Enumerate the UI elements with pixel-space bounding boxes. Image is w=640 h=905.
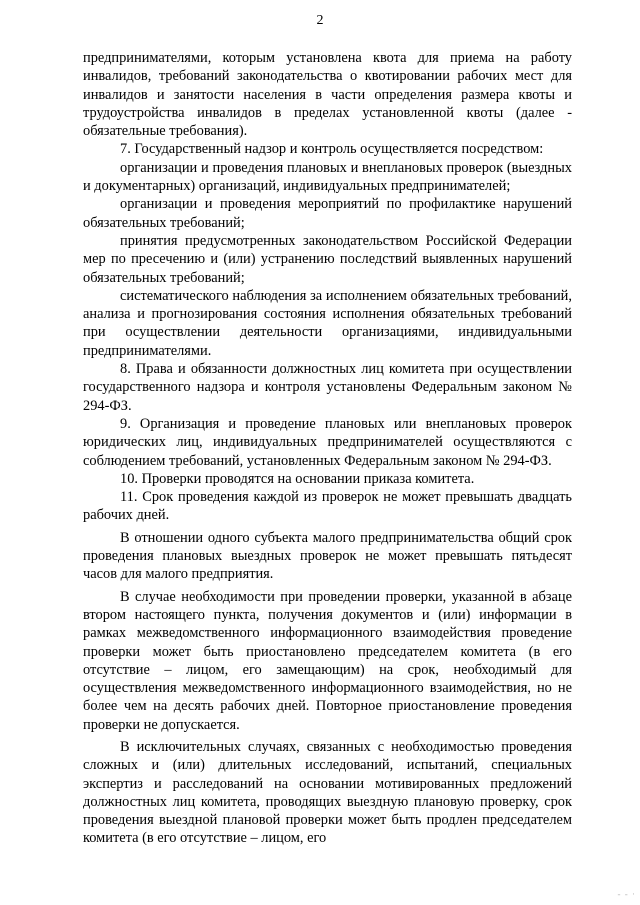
paragraph: организации и проведения плановых и внеплановых проверок (выездных и документарных) организаций, индивидуальных предпринимателей;: [83, 159, 572, 195]
paragraph: предпринимателями, которым установлена квота для приема на работу инвалидов, требований законодательства о квотировании рабочих мест для инвалидов и занятости населения в части определения размера квоты и трудоустройства инвалидов в пределах установленной квоты (далее - обязательные требования).: [83, 50, 572, 140]
page-number: 2: [316, 13, 324, 28]
paragraph: организации и проведения мероприятий по профилактике нарушений обязательных требований;: [83, 196, 572, 231]
paragraph: В отношении одного субъекта малого предпринимательства общий срок проведения плановых выездных проверок не может превышать пятьдесят часов для малого предприятия.: [83, 529, 572, 583]
scan-artifact: - - ·: [617, 889, 636, 899]
paragraph: систематического наблюдения за исполнением обязательных требований, анализа и прогнозирования состояния исполнения обязательных требований при осуществлении деятельности организациями, индивидуальными предпринимателями.: [83, 287, 572, 359]
paragraph: 8. Права и обязанности должностных лиц комитета при осуществлении государственного надзора и контроля установлены Федеральным законом № 294-ФЗ.: [83, 361, 572, 414]
paragraph: В исключительных случаях, связанных с необходимостью проведения сложных и (или) длительных исследований, испытаний, специальных экспертиз и расследований на основании мотивированных предложений должностных лиц комитета, проводящих выездную плановую проверку, срок проведения выездной плановой проверки может быть продлен председателем комитета (в его отсутствие – лицом, его: [83, 738, 572, 847]
paragraph: 10. Проверки проводятся на основании приказа комитета.: [120, 470, 475, 487]
paragraph: принятия предусмотренных законодательством Российской Федерации мер по пресечению и (или) устранению последствий выявленных нарушений обязательных требований;: [83, 232, 572, 286]
paragraph: 9. Организация и проведение плановых или внеплановых проверок юридических лиц, индивидуальных предпринимателей осуществляются с соблюдением требований, установленных Федеральным законом № 294-ФЗ.: [83, 415, 572, 469]
paragraph: 11. Срок проведения каждой из проверок не может превышать двадцать рабочих дней.: [83, 489, 572, 524]
paragraph: 7. Государственный надзор и контроль осуществляется посредством:: [120, 141, 544, 158]
document-body: [83, 49, 572, 848]
paragraph: В случае необходимости при проведении проверки, указанной в абзаце втором настоящего пункта, получения документов и (или) информации в рамках межведомственного информационного взаимодействия проведение проверки может быть приостановлено председателем комитета (в его отсутствие – лицом, его замещающим) на срок, необходимый для осуществления межведомственного информационного взаимодействия, но не более чем на десять рабочих дней. Повторное приостановление проведения проверки не допускается.: [83, 588, 572, 733]
